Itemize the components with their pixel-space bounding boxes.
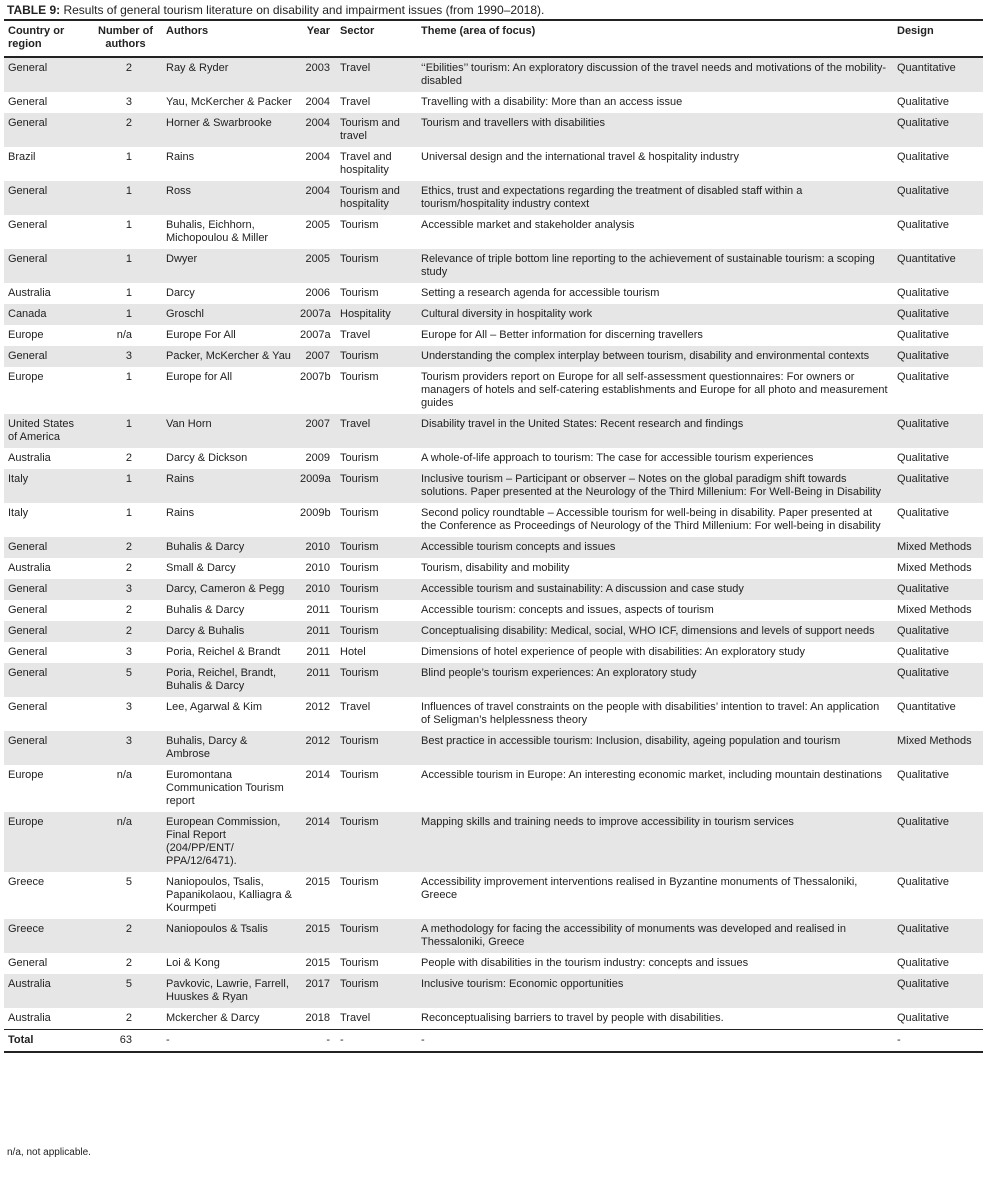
cell-year: 2010 bbox=[305, 562, 330, 574]
cell-year: 2011 bbox=[306, 604, 330, 616]
cell-country: General bbox=[8, 541, 48, 553]
cell-design: Qualitative bbox=[897, 371, 949, 383]
cell-year: 2011 bbox=[306, 667, 330, 679]
cell-number-of-authors: n/a bbox=[116, 769, 132, 781]
cell-authors: Darcy & Buhalis bbox=[166, 625, 245, 637]
cell-authors: Groschl bbox=[166, 308, 204, 320]
table-row bbox=[4, 642, 983, 663]
cell-design: Qualitative bbox=[897, 507, 949, 519]
cell-theme: Europe for All – Better information for discerning travellers bbox=[421, 329, 703, 341]
table-row bbox=[4, 304, 983, 325]
cell-sector: Travel and hospitality bbox=[340, 151, 392, 176]
table-row bbox=[4, 503, 983, 537]
table-row bbox=[4, 283, 983, 304]
table-caption bbox=[7, 3, 544, 17]
cell-number-of-authors: 3 bbox=[125, 735, 132, 747]
caption-text: Results of general tourism literature on disability and impairment issues (from 1990–2018). bbox=[60, 3, 545, 17]
cell-country: Italy bbox=[8, 507, 29, 519]
cell-number-of-authors: 2 bbox=[125, 562, 132, 574]
cell-country: General bbox=[8, 735, 48, 747]
cell-country: Australia bbox=[8, 562, 51, 574]
header-design: Design bbox=[897, 25, 934, 37]
cell-authors: Horner & Swarbrooke bbox=[166, 117, 272, 129]
cell-authors: Poria, Reichel & Brandt bbox=[166, 646, 281, 658]
table-row bbox=[4, 346, 983, 367]
cell-country: General bbox=[8, 185, 48, 197]
table-header-row bbox=[4, 20, 983, 57]
table-row bbox=[4, 181, 983, 215]
cell-authors: Small & Darcy bbox=[166, 562, 236, 574]
cell-country: Australia bbox=[8, 1012, 51, 1024]
cell-design: Qualitative bbox=[897, 185, 949, 197]
table-row bbox=[4, 147, 983, 181]
cell-sector: Tourism bbox=[340, 371, 379, 383]
cell-country: General bbox=[8, 604, 48, 616]
cell-number-of-authors: 3 bbox=[125, 583, 132, 595]
cell-authors: Lee, Agarwal & Kim bbox=[166, 701, 262, 713]
cell-authors: Buhalis & Darcy bbox=[166, 604, 245, 616]
cell-year: 2007b bbox=[300, 371, 331, 383]
cell-year: 2017 bbox=[305, 978, 330, 990]
header-country: Country or region bbox=[8, 25, 65, 50]
cell-country: Europe bbox=[8, 816, 44, 828]
cell-number-of-authors: 2 bbox=[125, 541, 132, 553]
cell-design: Mixed Methods bbox=[897, 735, 972, 747]
cell-design: Qualitative bbox=[897, 876, 949, 888]
table-row bbox=[4, 697, 983, 731]
cell-theme: Dimensions of hotel experience of people with disabilities: An exploratory study bbox=[421, 646, 805, 658]
table-row bbox=[4, 872, 983, 919]
cell-theme: Travelling with a disability: More than an access issue bbox=[421, 96, 683, 108]
cell-design: Qualitative bbox=[897, 473, 949, 485]
cell-year: 2005 bbox=[305, 219, 330, 231]
cell-sector: Hotel bbox=[340, 646, 366, 658]
cell-authors: Ray & Ryder bbox=[166, 62, 229, 74]
cell-year: 2014 bbox=[305, 816, 330, 828]
table-row bbox=[4, 113, 983, 147]
cell-authors: Buhalis & Darcy bbox=[166, 541, 245, 553]
cell-sector: Tourism bbox=[340, 350, 379, 362]
table-row bbox=[4, 325, 983, 346]
cell-sector: Travel bbox=[340, 701, 371, 713]
cell-country: General bbox=[8, 667, 48, 679]
cell-authors: Packer, McKercher & Yau bbox=[166, 350, 291, 362]
cell-theme: Disability travel in the United States: Recent research and findings bbox=[421, 418, 744, 430]
table-row bbox=[4, 731, 983, 765]
cell-country: General bbox=[8, 701, 48, 713]
cell-sector: Tourism bbox=[340, 287, 379, 299]
table-row bbox=[4, 448, 983, 469]
cell-theme: Second policy roundtable – Accessible tourism for well-being in disability. Paper presented at the Conference as Proceedings of Neurology of the Third Millenium: For well-being in disability bbox=[421, 507, 881, 532]
cell-country: Greece bbox=[8, 876, 45, 888]
cell-theme: Accessible tourism and sustainability: A discussion and case study bbox=[421, 583, 744, 595]
total-year: - bbox=[326, 1034, 330, 1046]
cell-sector: Hospitality bbox=[340, 308, 391, 320]
cell-theme: Ethics, trust and expectations regarding the treatment of disabled staff within a tourism/hospitality industry context bbox=[421, 185, 803, 210]
cell-design: Qualitative bbox=[897, 1012, 949, 1024]
cell-authors: Darcy, Cameron & Pegg bbox=[166, 583, 285, 595]
cell-design: Qualitative bbox=[897, 96, 949, 108]
cell-year: 2005 bbox=[305, 253, 330, 265]
header-sector: Sector bbox=[340, 25, 375, 37]
cell-country: General bbox=[8, 350, 48, 362]
cell-theme: Cultural diversity in hospitality work bbox=[421, 308, 593, 320]
cell-authors: Naniopoulos, Tsalis, Papanikolaou, Kalliagra & Kourmpeti bbox=[166, 876, 292, 914]
table-row bbox=[4, 414, 983, 448]
cell-number-of-authors: 1 bbox=[125, 308, 132, 320]
cell-authors: Buhalis, Darcy & Ambrose bbox=[166, 735, 248, 760]
cell-theme: Tourism providers report on Europe for all self-assessment questionnaires: For owners or managers of hotels and self-catering establishments and Europe for all photo and measurement guides bbox=[421, 371, 888, 409]
cell-design: Qualitative bbox=[897, 769, 949, 781]
table-row bbox=[4, 57, 983, 92]
cell-design: Qualitative bbox=[897, 625, 949, 637]
cell-year: 2007 bbox=[305, 418, 330, 430]
cell-design: Qualitative bbox=[897, 923, 949, 935]
cell-year: 2010 bbox=[305, 541, 330, 553]
cell-sector: Travel bbox=[340, 96, 371, 108]
cell-design: Qualitative bbox=[897, 350, 949, 362]
cell-number-of-authors: 2 bbox=[125, 1012, 132, 1024]
cell-design: Qualitative bbox=[897, 646, 949, 658]
cell-design: Quantitative bbox=[897, 62, 956, 74]
cell-number-of-authors: 1 bbox=[125, 219, 132, 231]
cell-theme: Conceptualising disability: Medical, social, WHO ICF, dimensions and levels of support needs bbox=[421, 625, 875, 637]
total-theme: - bbox=[421, 1034, 425, 1046]
cell-sector: Tourism bbox=[340, 583, 379, 595]
cell-theme: Accessibility improvement interventions realised in Byzantine monuments of Thessaloniki, Greece bbox=[421, 876, 858, 901]
cell-year: 2009b bbox=[300, 507, 331, 519]
total-design: - bbox=[897, 1034, 901, 1046]
cell-year: 2015 bbox=[305, 923, 330, 935]
cell-year: 2009a bbox=[300, 473, 331, 485]
cell-theme: Reconceptualising barriers to travel by people with disabilities. bbox=[421, 1012, 724, 1024]
table-row bbox=[4, 215, 983, 249]
cell-number-of-authors: 1 bbox=[125, 253, 132, 265]
cell-sector: Tourism bbox=[340, 507, 379, 519]
total-authors: - bbox=[166, 1034, 170, 1046]
cell-sector: Tourism bbox=[340, 735, 379, 747]
cell-theme: Inclusive tourism: Economic opportunities bbox=[421, 978, 624, 990]
cell-number-of-authors: 1 bbox=[125, 185, 132, 197]
cell-sector: Tourism bbox=[340, 452, 379, 464]
cell-number-of-authors: 1 bbox=[125, 287, 132, 299]
table-row bbox=[4, 469, 983, 503]
table-row bbox=[4, 974, 983, 1008]
cell-sector: Tourism bbox=[340, 625, 379, 637]
cell-year: 2004 bbox=[305, 185, 330, 197]
table-row bbox=[4, 621, 983, 642]
cell-theme: Influences of travel constraints on the people with disabilities’ intention to travel: An application of Seligman’s helplessness theory bbox=[421, 701, 880, 726]
cell-theme: People with disabilities in the tourism industry: concepts and issues bbox=[421, 957, 749, 969]
cell-theme: Accessible tourism in Europe: An interesting economic market, including mountain destinations bbox=[421, 769, 883, 781]
total-sector: - bbox=[340, 1034, 344, 1046]
cell-year: 2007a bbox=[300, 329, 331, 341]
cell-design: Qualitative bbox=[897, 287, 949, 299]
cell-number-of-authors: 2 bbox=[125, 452, 132, 464]
cell-authors: Rains bbox=[166, 151, 195, 163]
cell-country: Europe bbox=[8, 371, 44, 383]
cell-country: Brazil bbox=[8, 151, 36, 163]
cell-year: 2004 bbox=[305, 96, 330, 108]
cell-sector: Tourism bbox=[340, 876, 379, 888]
header-year: Year bbox=[306, 25, 330, 37]
cell-sector: Tourism bbox=[340, 769, 379, 781]
header-authors: Authors bbox=[166, 25, 209, 37]
cell-year: 2006 bbox=[305, 287, 330, 299]
cell-country: Europe bbox=[8, 769, 44, 781]
cell-year: 2012 bbox=[305, 701, 330, 713]
cell-theme: Mapping skills and training needs to improve accessibility in tourism services bbox=[421, 816, 794, 828]
cell-year: 2004 bbox=[305, 117, 330, 129]
cell-number-of-authors: 1 bbox=[125, 418, 132, 430]
cell-authors: Darcy bbox=[166, 287, 195, 299]
header-number: Number of authors bbox=[98, 25, 153, 50]
total-number: 63 bbox=[119, 1034, 132, 1046]
cell-sector: Travel bbox=[340, 418, 371, 430]
cell-country: Greece bbox=[8, 923, 45, 935]
cell-sector: Tourism bbox=[340, 541, 379, 553]
cell-authors: Ross bbox=[166, 185, 192, 197]
cell-number-of-authors: 2 bbox=[125, 604, 132, 616]
table-row bbox=[4, 367, 983, 414]
cell-year: 2015 bbox=[305, 957, 330, 969]
cell-design: Qualitative bbox=[897, 329, 949, 341]
cell-country: General bbox=[8, 957, 48, 969]
cell-theme: Inclusive tourism – Participant or observer – Notes on the global paradigm shift towards solutions. Paper presented at the Neurology of the Third Millenium: For Well-Being in Disability bbox=[421, 473, 881, 498]
cell-number-of-authors: 5 bbox=[125, 667, 132, 679]
cell-theme: Setting a research agenda for accessible tourism bbox=[421, 287, 660, 299]
cell-design: Qualitative bbox=[897, 418, 949, 430]
cell-authors: Rains bbox=[166, 507, 195, 519]
cell-country: Europe bbox=[8, 329, 44, 341]
cell-year: 2015 bbox=[305, 876, 330, 888]
cell-number-of-authors: n/a bbox=[116, 816, 132, 828]
cell-year: 2014 bbox=[305, 769, 330, 781]
cell-year: 2009 bbox=[305, 452, 330, 464]
cell-design: Qualitative bbox=[897, 978, 949, 990]
cell-sector: Tourism bbox=[340, 562, 379, 574]
cell-theme: Universal design and the international travel & hospitality industry bbox=[421, 151, 739, 163]
cell-authors: Loi & Kong bbox=[166, 957, 220, 969]
results-table bbox=[4, 19, 983, 1053]
cell-design: Qualitative bbox=[897, 667, 949, 679]
cell-number-of-authors: 2 bbox=[125, 957, 132, 969]
cell-sector: Tourism bbox=[340, 219, 379, 231]
cell-design: Mixed Methods bbox=[897, 562, 972, 574]
cell-sector: Travel bbox=[340, 329, 371, 341]
table-row bbox=[4, 537, 983, 558]
cell-sector: Tourism bbox=[340, 604, 379, 616]
cell-year: 2010 bbox=[305, 583, 330, 595]
cell-design: Qualitative bbox=[897, 308, 949, 320]
table-row bbox=[4, 92, 983, 113]
cell-country: Canada bbox=[8, 308, 47, 320]
cell-authors: Mckercher & Darcy bbox=[166, 1012, 260, 1024]
cell-sector: Tourism bbox=[340, 978, 379, 990]
cell-year: 2012 bbox=[305, 735, 330, 747]
caption-label: TABLE 9: bbox=[7, 3, 61, 17]
table-row bbox=[4, 1008, 983, 1030]
cell-authors: Europe For All bbox=[166, 329, 236, 341]
cell-design: Qualitative bbox=[897, 151, 949, 163]
cell-country: General bbox=[8, 117, 48, 129]
cell-country: Italy bbox=[8, 473, 29, 485]
cell-theme: Blind people’s tourism experiences: An exploratory study bbox=[421, 667, 697, 679]
cell-country: General bbox=[8, 62, 48, 74]
cell-sector: Tourism bbox=[340, 923, 379, 935]
cell-design: Qualitative bbox=[897, 219, 949, 231]
cell-authors: Buhalis, Eichhorn, Michopoulou & Miller bbox=[166, 219, 269, 244]
cell-theme: ‘‘Ebilities’’ tourism: An exploratory discussion of the travel needs and motivations of the mobility-disabled bbox=[421, 62, 887, 87]
cell-country: General bbox=[8, 219, 48, 231]
cell-theme: Understanding the complex interplay between tourism, disability and environmental contexts bbox=[421, 350, 870, 362]
cell-design: Quantitative bbox=[897, 253, 956, 265]
cell-number-of-authors: 2 bbox=[125, 62, 132, 74]
cell-sector: Tourism bbox=[340, 473, 379, 485]
cell-country: Australia bbox=[8, 287, 51, 299]
cell-number-of-authors: 3 bbox=[125, 350, 132, 362]
cell-country: United States of America bbox=[8, 418, 75, 443]
table-row bbox=[4, 919, 983, 953]
cell-authors: Van Horn bbox=[166, 418, 212, 430]
cell-authors: Pavkovic, Lawrie, Farrell, Huuskes & Ryan bbox=[166, 978, 289, 1003]
cell-year: 2004 bbox=[305, 151, 330, 163]
cell-theme: A whole-of-life approach to tourism: The case for accessible tourism experiences bbox=[421, 452, 814, 464]
cell-sector: Travel bbox=[340, 62, 371, 74]
cell-theme: Tourism, disability and mobility bbox=[421, 562, 570, 574]
cell-sector: Tourism bbox=[340, 957, 379, 969]
table-footnote: n/a, not applicable. bbox=[7, 1147, 91, 1158]
cell-design: Qualitative bbox=[897, 957, 949, 969]
cell-year: 2018 bbox=[305, 1012, 330, 1024]
cell-country: General bbox=[8, 646, 48, 658]
table-row bbox=[4, 812, 983, 872]
cell-year: 2003 bbox=[305, 62, 330, 74]
table-row bbox=[4, 558, 983, 579]
cell-design: Mixed Methods bbox=[897, 541, 972, 553]
cell-sector: Tourism bbox=[340, 253, 379, 265]
cell-authors: Naniopoulos & Tsalis bbox=[166, 923, 268, 935]
cell-number-of-authors: 2 bbox=[125, 117, 132, 129]
cell-theme: Accessible tourism: concepts and issues, aspects of tourism bbox=[421, 604, 714, 616]
table-row bbox=[4, 663, 983, 697]
cell-number-of-authors: 1 bbox=[125, 151, 132, 163]
cell-theme: Relevance of triple bottom line reporting to the achievement of sustainable tourism: a scoping study bbox=[421, 253, 875, 278]
cell-year: 2007a bbox=[300, 308, 331, 320]
cell-number-of-authors: 1 bbox=[125, 473, 132, 485]
table-row bbox=[4, 579, 983, 600]
header-theme: Theme (area of focus) bbox=[421, 25, 536, 37]
cell-sector: Travel bbox=[340, 1012, 371, 1024]
cell-country: General bbox=[8, 96, 48, 108]
cell-country: General bbox=[8, 253, 48, 265]
cell-authors: Darcy & Dickson bbox=[166, 452, 248, 464]
cell-sector: Tourism and hospitality bbox=[340, 185, 400, 210]
cell-theme: Accessible tourism concepts and issues bbox=[421, 541, 616, 553]
cell-number-of-authors: 3 bbox=[125, 646, 132, 658]
table-row bbox=[4, 249, 983, 283]
cell-design: Mixed Methods bbox=[897, 604, 972, 616]
total-row bbox=[4, 1030, 983, 1053]
cell-year: 2011 bbox=[306, 625, 330, 637]
cell-year: 2007 bbox=[305, 350, 330, 362]
cell-year: 2011 bbox=[306, 646, 330, 658]
cell-number-of-authors: 5 bbox=[125, 978, 132, 990]
cell-authors: Poria, Reichel, Brandt, Buhalis & Darcy bbox=[166, 667, 277, 692]
cell-number-of-authors: 3 bbox=[125, 701, 132, 713]
cell-design: Qualitative bbox=[897, 583, 949, 595]
cell-number-of-authors: 2 bbox=[125, 625, 132, 637]
cell-sector: Tourism and travel bbox=[340, 117, 400, 142]
cell-theme: A methodology for facing the accessibility of monuments was developed and realised in Thessaloniki, Greece bbox=[421, 923, 846, 948]
cell-country: Australia bbox=[8, 978, 51, 990]
table-row bbox=[4, 600, 983, 621]
cell-design: Quantitative bbox=[897, 701, 956, 713]
cell-design: Qualitative bbox=[897, 117, 949, 129]
cell-country: General bbox=[8, 625, 48, 637]
cell-authors: Dwyer bbox=[166, 253, 198, 265]
cell-authors: Europe for All bbox=[166, 371, 233, 383]
cell-theme: Accessible market and stakeholder analysis bbox=[421, 219, 635, 231]
cell-theme: Tourism and travellers with disabilities bbox=[421, 117, 606, 129]
cell-number-of-authors: 2 bbox=[125, 923, 132, 935]
cell-number-of-authors: 5 bbox=[125, 876, 132, 888]
cell-sector: Tourism bbox=[340, 816, 379, 828]
cell-number-of-authors: 1 bbox=[125, 371, 132, 383]
cell-authors: Yau, McKercher & Packer bbox=[166, 96, 292, 108]
cell-number-of-authors: n/a bbox=[116, 329, 132, 341]
cell-authors: Rains bbox=[166, 473, 195, 485]
cell-number-of-authors: 3 bbox=[125, 96, 132, 108]
cell-design: Qualitative bbox=[897, 452, 949, 464]
cell-authors: Euromontana Communication Tourism report bbox=[166, 769, 284, 807]
cell-sector: Tourism bbox=[340, 667, 379, 679]
cell-country: General bbox=[8, 583, 48, 595]
table-row bbox=[4, 765, 983, 812]
table-row bbox=[4, 953, 983, 974]
total-label: Total bbox=[8, 1034, 34, 1046]
cell-authors: European Commission, Final Report (204/PP/ENT/ PPA/12/6471). bbox=[166, 816, 281, 867]
cell-number-of-authors: 1 bbox=[125, 507, 132, 519]
cell-design: Qualitative bbox=[897, 816, 949, 828]
cell-country: Australia bbox=[8, 452, 51, 464]
cell-theme: Best practice in accessible tourism: Inclusion, disability, ageing population and tourism bbox=[421, 735, 841, 747]
